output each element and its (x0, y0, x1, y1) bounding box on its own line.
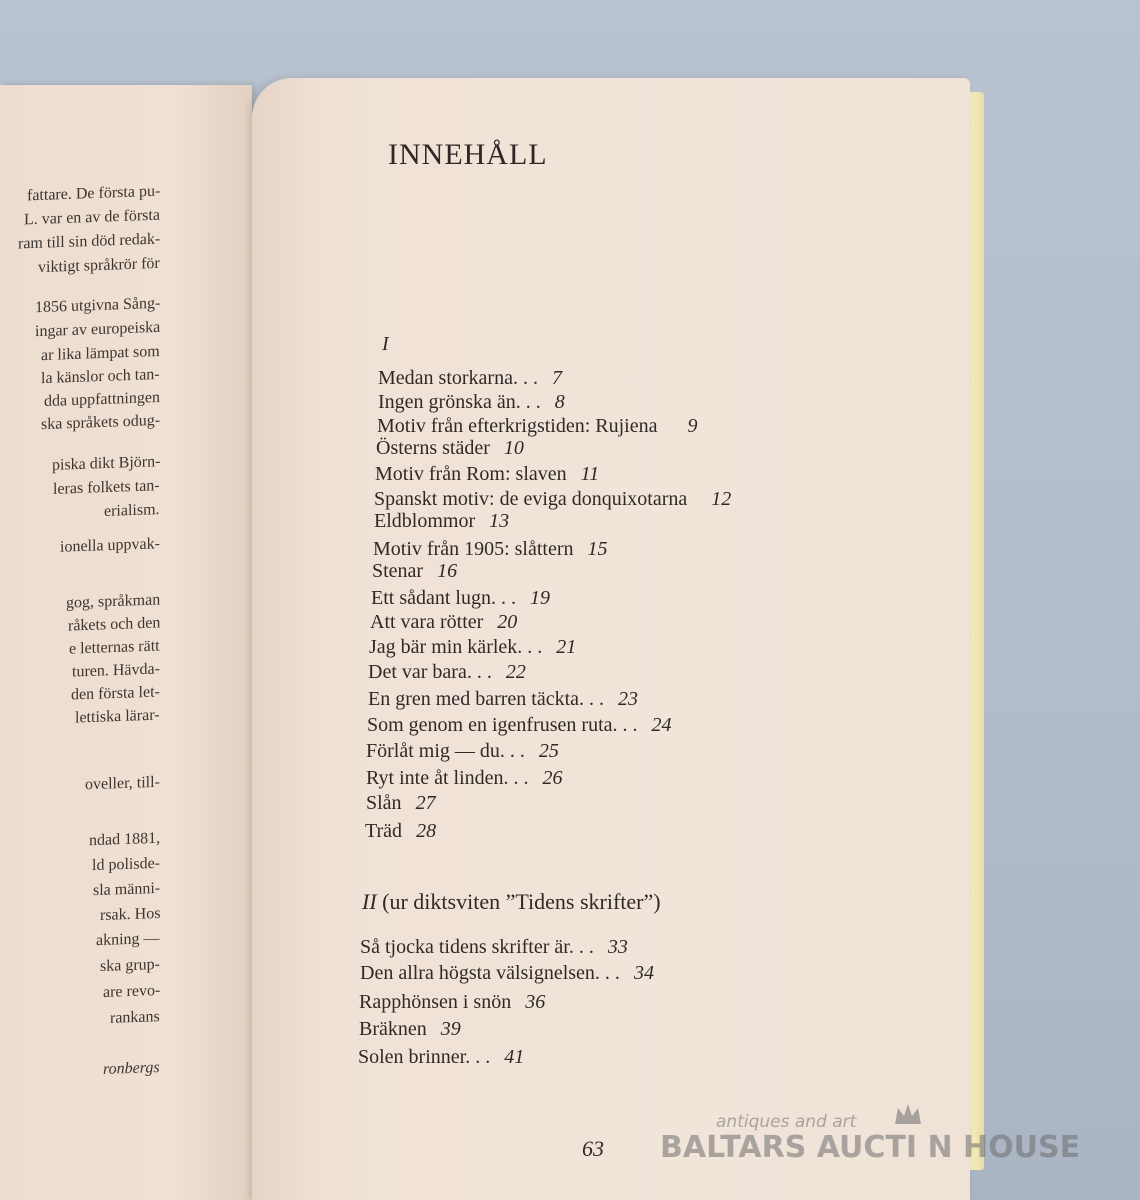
toc-entry: Medan storkarna. . . 7 (378, 367, 562, 389)
toc-entry: Att vara rötter 20 (370, 611, 518, 633)
toc-entry: Jag bär min kärlek. . . 21 (369, 636, 577, 658)
toc-entry: Stenar 16 (372, 560, 458, 582)
toc-entry: Motiv från Rom: slaven 11 (375, 463, 600, 485)
toc-entry: Bräknen 39 (359, 1018, 461, 1040)
section-2-heading: II (ur diktsviten ”Tidens skrifter”) (362, 889, 661, 914)
left-line: den första let- (71, 683, 160, 704)
toc-entry: Solen brinner. . . 41 (358, 1046, 525, 1068)
toc-entry: Träd 28 (365, 820, 437, 842)
toc-entry: Ryt inte åt linden. . . 26 (366, 767, 563, 789)
toc-heading: INNEHÅLL (388, 138, 548, 171)
left-line: are revo- (102, 981, 160, 1002)
left-line: akning — (96, 929, 160, 950)
left-line: rankans (110, 1008, 160, 1027)
left-line: sla männi- (92, 879, 160, 900)
left-line: ska språkets odug- (40, 411, 160, 434)
toc-entry: Det var bara. . . 22 (368, 661, 526, 683)
toc-entry: Spanskt motiv: de eviga donquixotarna 12 (374, 488, 732, 510)
left-line: ronbergs (103, 1059, 160, 1078)
toc-entry: Rapphönsen i snön 36 (359, 991, 546, 1013)
section-1-label: I (382, 333, 389, 355)
watermark-brand: BALTARS AUCTI N HOUSE (660, 1130, 1081, 1165)
left-line: fattare. De första pu- (26, 182, 160, 205)
left-line: piska dikt Björn- (51, 453, 160, 474)
left-page (0, 85, 252, 1200)
left-line: råkets och den (67, 614, 160, 635)
left-line: ld polisde- (92, 854, 160, 875)
toc-entry: Motiv från 1905: slåttern 15 (373, 538, 608, 560)
left-line: ar lika lämpat som (41, 342, 160, 365)
toc-entry: Österns städer 10 (376, 437, 524, 459)
page-number: 63 (582, 1136, 604, 1161)
watermark-tagline: antiques and art (716, 1112, 857, 1132)
toc-entry: Så tjocka tidens skrifter är. . . 33 (360, 936, 628, 958)
toc-entry: Ingen grönska än. . . 8 (378, 391, 565, 413)
left-line: ndad 1881, (88, 829, 160, 850)
left-line: turen. Hävda- (72, 660, 160, 681)
left-line: ska grup- (100, 955, 160, 976)
toc-entry: Motiv från efterkrigstiden: Rujiena 9 (377, 415, 698, 437)
left-line: ingar av europeiska (34, 318, 160, 341)
toc-entry: Eldblommor 13 (374, 510, 510, 532)
toc-entry: En gren med barren täckta. . . 23 (368, 688, 639, 710)
left-line: rsak. Hos (99, 904, 160, 925)
left-line: viktigt språkrör för (38, 254, 160, 277)
toc-entry: Ett sådant lugn. . . 19 (371, 587, 550, 609)
left-line: e letternas rätt (69, 637, 160, 658)
left-line: erialism. (104, 501, 160, 520)
toc-entry: Den allra högsta välsignelsen. . . 34 (360, 962, 654, 984)
left-line: 1856 utgivna Sång- (34, 294, 160, 317)
left-line: lettiska lärar- (75, 706, 160, 727)
left-line: dda uppfattningen (44, 388, 160, 411)
toc-entry: Slån 27 (366, 792, 436, 814)
left-line: ionella uppvak- (60, 535, 160, 556)
left-line: oveller, till- (85, 773, 160, 794)
left-line: ram till sin död redak- (17, 230, 160, 253)
left-line: gog, språkman (65, 591, 160, 612)
crown-icon (892, 1100, 924, 1130)
left-line: leras folkets tan- (53, 477, 160, 498)
toc-entry: Som genom en igenfrusen ruta. . . 24 (367, 714, 672, 736)
toc-entry: Förlåt mig — du. . . 25 (366, 740, 559, 762)
left-line: L. var en av de första (24, 206, 160, 229)
left-line: la känslor och tan- (41, 365, 160, 388)
